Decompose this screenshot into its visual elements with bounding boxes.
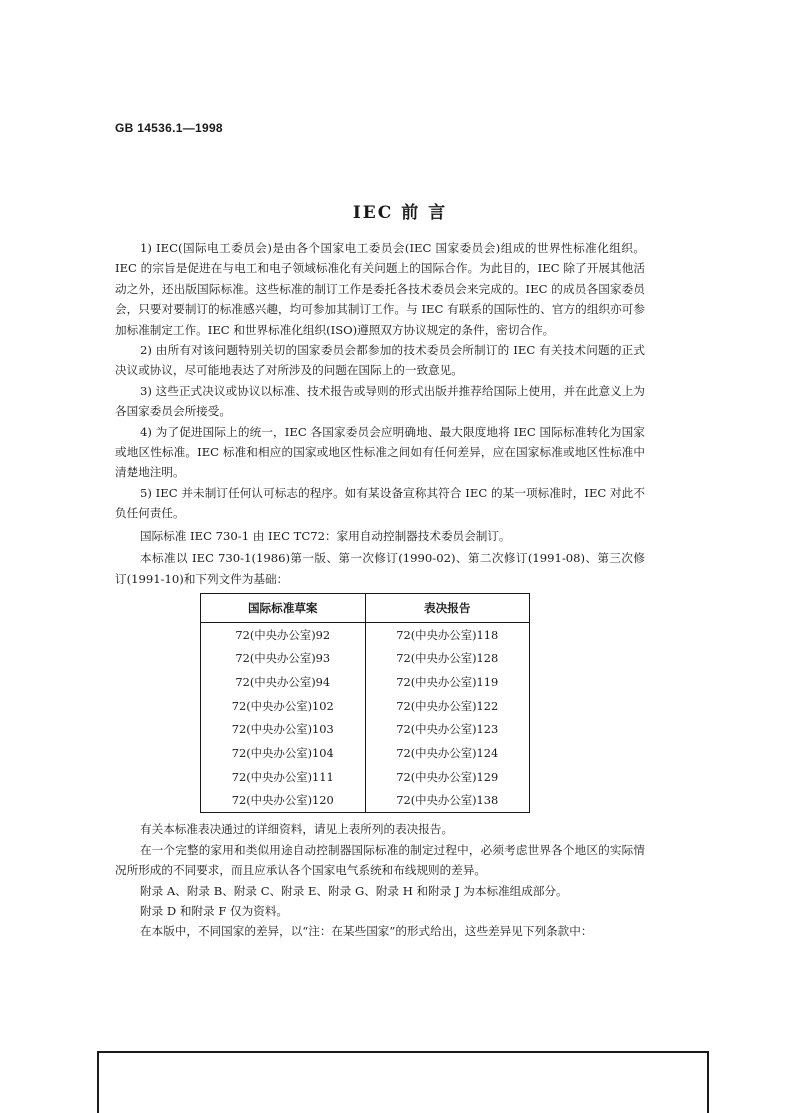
table-cell: 72(中央办公室)138 bbox=[365, 789, 530, 813]
table-cell: 72(中央办公室)124 bbox=[365, 741, 530, 765]
drafts-table bbox=[200, 593, 530, 814]
table-cell: 72(中央办公室)123 bbox=[365, 718, 530, 742]
page-title: IEC 前 言 bbox=[352, 203, 448, 223]
bottom-frame-divider bbox=[97, 1051, 709, 1113]
body-text bbox=[115, 238, 645, 942]
table-header-reports: 表决报告 bbox=[365, 593, 530, 622]
table-cell: 72(中央办公室)118 bbox=[365, 622, 530, 646]
standard-code: GB 14536.1—1998 bbox=[115, 121, 223, 135]
paragraph-normative-annexes: 附录 A、附录 B、附录 C、附录 E、附录 G、附录 H 和附录 J 为本标准组成部分。 bbox=[140, 883, 568, 898]
table-cell: 72(中央办公室)93 bbox=[201, 647, 366, 671]
table-row bbox=[201, 670, 530, 694]
paragraph-basis: 本标准以 IEC 730-1(1986)第一版、第一次修订(1990-02)、第二次修订(1991-08)、第三次修订(1991-10)和下列文件为基础： bbox=[115, 551, 645, 586]
table-row bbox=[201, 741, 530, 765]
table-row bbox=[201, 718, 530, 742]
table-row bbox=[201, 765, 530, 789]
paragraph-1: 1) IEC(国际电工委员会)是由各个国家电工委员会(IEC 国家委员会)组成的世界性标准化组织。IEC 的宗旨是促进在与电工和电子领域标准化有关问题上的国际合作。为此目的，IEC 除了开展其他活动之外，还出版国际标准。这些标准的制订工作是委托各技术委员会来完成的。IEC 的成员各国家委员会，只要对要制订的标准感兴趣，均可参加其制订工作。与 IEC 有联系的国际性的、官方的组织亦可参加标准制定工作。IEC 和世界标准化组织(ISO)遵照双方协议规定的条件，密切合作。 bbox=[115, 241, 645, 337]
table-cell: 72(中央办公室)128 bbox=[365, 647, 530, 671]
table-cell: 72(中央办公室)94 bbox=[201, 670, 366, 694]
table-cell: 72(中央办公室)102 bbox=[201, 694, 366, 718]
table-cell: 72(中央办公室)111 bbox=[201, 765, 366, 789]
paragraph-4: 4) 为了促进国际上的统一，IEC 各国家委员会应明确地、最大限度地将 IEC 国际标准转化为国家或地区性标准。IEC 标准和相应的国家或地区性标准之间如有任何差异，应在国家标准或地区性标准中清楚地注明。 bbox=[115, 424, 645, 480]
table-cell: 72(中央办公室)120 bbox=[201, 789, 366, 813]
table-cell: 72(中央办公室)122 bbox=[365, 694, 530, 718]
paragraph-3: 3) 这些正式决议或协议以标准、技术报告或导则的形式出版并推荐给国际上使用，并在此意义上为各国家委员会所接受。 bbox=[115, 383, 645, 419]
paragraph-5: 5) IEC 并未制订任何认可标志的程序。如有某设备宣称其符合 IEC 的某一项标准时，IEC 对此不负任何责任。 bbox=[115, 485, 645, 521]
paragraph-national-differences: 在本版中，不同国家的差异，以“注：在某些国家”的形式给出，这些差异见下列条款中： bbox=[140, 924, 593, 939]
table-cell: 72(中央办公室)129 bbox=[365, 765, 530, 789]
drafts-table-wrapper bbox=[200, 593, 530, 814]
table-row bbox=[201, 789, 530, 813]
table-header-drafts: 国际标准草案 bbox=[201, 593, 366, 622]
table-header-row bbox=[201, 593, 530, 622]
paragraph-tc72: 国际标准 IEC 730-1 由 IEC TC72：家用自动控制器技术委员会制订。 bbox=[140, 528, 511, 543]
table-cell: 72(中央办公室)104 bbox=[201, 741, 366, 765]
table-row bbox=[201, 647, 530, 671]
table-row bbox=[201, 694, 530, 718]
table-row bbox=[201, 622, 530, 646]
table-cell: 72(中央办公室)92 bbox=[201, 622, 366, 646]
paragraph-regional-requirements: 在一个完整的家用和类似用途自动控制器国际标准的制定过程中，必须考虑世界各个地区的实际情况所形成的不同要求，而且应承认各个国家电气系统和布线规则的差异。 bbox=[115, 842, 645, 878]
paragraph-informative-annexes: 附录 D 和附录 F 仅为资料。 bbox=[140, 904, 289, 919]
closing-paragraphs bbox=[115, 819, 645, 941]
paragraph-vote-details: 有关本标准表决通过的详细资料，请见上表所列的表决报告。 bbox=[140, 822, 454, 837]
table-cell: 72(中央办公室)119 bbox=[365, 670, 530, 694]
paragraph-2: 2) 由所有对该问题特别关切的国家委员会都参加的技术委员会所制订的 IEC 有关技术问题的正式决议或协议，尽可能地表达了对所涉及的问题在国际上的一致意见。 bbox=[115, 343, 645, 378]
table-cell: 72(中央办公室)103 bbox=[201, 718, 366, 742]
